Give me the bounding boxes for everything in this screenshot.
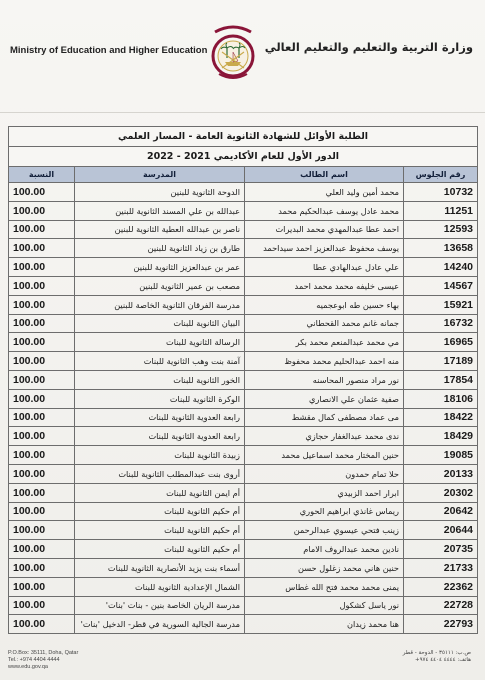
table-row — [9, 276, 478, 295]
student-name-cell: هنا محمد زيدان — [245, 615, 404, 634]
student-name-cell: عيسى خليفه محمد محمد احمد — [245, 276, 404, 295]
school-name-cell: طارق بن زياد الثانوية للبنين — [75, 239, 245, 258]
table-row — [9, 408, 478, 427]
percentage-cell: 100.00 — [9, 521, 75, 540]
table-row — [9, 521, 478, 540]
table-row — [9, 352, 478, 371]
column-header-student-name: اسم الطالب — [245, 167, 404, 183]
school-name-cell: رابعة العدوية الثانوية للبنات — [75, 427, 245, 446]
student-name-cell: جمانه غانم محمد القحطاني — [245, 314, 404, 333]
table-row — [9, 427, 478, 446]
percentage-cell: 100.00 — [9, 276, 75, 295]
student-name-cell: منه احمد عبدالحليم محمد محفوظ — [245, 352, 404, 371]
table-title-row-1 — [9, 127, 478, 147]
school-name-cell: أم ايمن الثانوية للبنات — [75, 483, 245, 502]
table-row — [9, 258, 478, 277]
column-header-school: المدرسة — [75, 167, 245, 183]
table-row — [9, 295, 478, 314]
student-name-cell: يمنى محمد محمد فتح الله غطاس — [245, 577, 404, 596]
seat-number-cell: 20133 — [404, 464, 478, 483]
ministry-name-arabic: وزارة التربية والتعليم والتعليم العالي — [264, 40, 473, 54]
school-name-cell: البيان الثانوية للبنات — [75, 314, 245, 333]
percentage-cell: 100.00 — [9, 483, 75, 502]
seat-number-cell: 16965 — [404, 333, 478, 352]
table-row — [9, 201, 478, 220]
percentage-cell: 100.00 — [9, 352, 75, 371]
table-header-row — [9, 167, 478, 183]
seat-number-cell: 22793 — [404, 615, 478, 634]
school-name-cell: أروى بنت عبدالمطلب الثانوية للبنات — [75, 464, 245, 483]
percentage-cell: 100.00 — [9, 239, 75, 258]
student-name-cell: زينب فتحي عيسوي عبدالرحمن — [245, 521, 404, 540]
seat-number-cell: 15921 — [404, 295, 478, 314]
school-name-cell: عمر بن عبدالعزيز الثانوية للبنين — [75, 258, 245, 277]
percentage-cell: 100.00 — [9, 615, 75, 634]
seat-number-cell: 12593 — [404, 220, 478, 239]
seat-number-cell: 20302 — [404, 483, 478, 502]
percentage-cell: 100.00 — [9, 220, 75, 239]
qatar-emblem-logo — [207, 22, 259, 84]
percentage-cell: 100.00 — [9, 314, 75, 333]
percentage-cell: 100.00 — [9, 295, 75, 314]
student-name-cell: حنين المختار محمد اسماعيل محمد — [245, 446, 404, 465]
footer-phone: Tel.: +974 4404 4444 — [8, 657, 60, 663]
student-name-cell: صفية عثمان علي الانصاري — [245, 389, 404, 408]
footer-contact-english — [8, 650, 78, 671]
percentage-cell: 100.00 — [9, 596, 75, 615]
seat-number-cell: 22728 — [404, 596, 478, 615]
percentage-cell: 100.00 — [9, 370, 75, 389]
school-name-cell: مدرسة الجالية السورية في قطر- الدخيل 'بنات' — [75, 615, 245, 634]
table-row — [9, 540, 478, 559]
school-name-cell: الشمال الإعدادية الثانوية للبنات — [75, 577, 245, 596]
seat-number-cell: 17189 — [404, 352, 478, 371]
table-row — [9, 370, 478, 389]
seat-number-cell: 14567 — [404, 276, 478, 295]
student-name-cell: علي عادل عبدالهادي عطا — [245, 258, 404, 277]
seat-number-cell: 16732 — [404, 314, 478, 333]
school-name-cell: أم حكيم الثانوية للبنات — [75, 521, 245, 540]
seat-number-cell: 20644 — [404, 521, 478, 540]
school-name-cell: الخور الثانوية للبنات — [75, 370, 245, 389]
percentage-cell: 100.00 — [9, 333, 75, 352]
percentage-cell: 100.00 — [9, 258, 75, 277]
percentage-cell: 100.00 — [9, 201, 75, 220]
seat-number-cell: 13658 — [404, 239, 478, 258]
student-name-cell: مي محمد عبدالمنعم محمد بكر — [245, 333, 404, 352]
seat-number-cell: 20735 — [404, 540, 478, 559]
student-name-cell: نادين محمد عبدالروف الامام — [245, 540, 404, 559]
percentage-cell: 100.00 — [9, 389, 75, 408]
table-row — [9, 389, 478, 408]
school-name-cell: الدوحة الثانوية للبنين — [75, 183, 245, 202]
seat-number-cell: 11251 — [404, 201, 478, 220]
seat-number-cell: 18429 — [404, 427, 478, 446]
student-name-cell: ابرار احمد الزبيدي — [245, 483, 404, 502]
student-name-cell: نور مراد منصور المحاسنه — [245, 370, 404, 389]
student-name-cell: ندى محمد عبدالغفار حجازي — [245, 427, 404, 446]
percentage-cell: 100.00 — [9, 464, 75, 483]
percentage-cell: 100.00 — [9, 427, 75, 446]
table-row — [9, 558, 478, 577]
seat-number-cell: 20642 — [404, 502, 478, 521]
school-name-cell: ناصر بن عبدالله العطية الثانوية للبنين — [75, 220, 245, 239]
school-name-cell: الوكرة الثانوية للبنات — [75, 389, 245, 408]
percentage-cell: 100.00 — [9, 577, 75, 596]
school-name-cell: رابعة العدوية الثانوية للبنات — [75, 408, 245, 427]
student-name-cell: محمد أمين وليد العلي — [245, 183, 404, 202]
school-name-cell: آمنة بنت وهب الثانوية للبنات — [75, 352, 245, 371]
table-row — [9, 446, 478, 465]
school-name-cell: أم حكيم الثانوية للبنات — [75, 540, 245, 559]
student-name-cell: محمد عادل يوسف عبدالحكيم محمد — [245, 201, 404, 220]
seat-number-cell: 22362 — [404, 577, 478, 596]
school-name-cell: الرسالة الثانوية للبنات — [75, 333, 245, 352]
table-row — [9, 502, 478, 521]
table-row — [9, 615, 478, 634]
percentage-cell: 100.00 — [9, 540, 75, 559]
student-name-cell: يوسف محفوظ عبدالعزيز احمد سيداحمد — [245, 239, 404, 258]
table-title-line-2: الدور الأول للعام الأكاديمي 2021 - 2022 — [9, 147, 478, 167]
student-name-cell: حلا تمام حمدون — [245, 464, 404, 483]
table-row — [9, 483, 478, 502]
table-row — [9, 314, 478, 333]
table-row — [9, 220, 478, 239]
percentage-cell: 100.00 — [9, 558, 75, 577]
student-name-cell: احمد عطا عبدالمهدي محمد البديرات — [245, 220, 404, 239]
student-name-cell: نور ياسل كشكول — [245, 596, 404, 615]
percentage-cell: 100.00 — [9, 446, 75, 465]
student-name-cell: بهاء حسين طه ابوعجميه — [245, 295, 404, 314]
student-name-cell: حنين هاني محمد زغلول حسن — [245, 558, 404, 577]
table-row — [9, 183, 478, 202]
table-title-row-2 — [9, 147, 478, 167]
column-header-percentage: النسبة — [9, 167, 75, 183]
percentage-cell: 100.00 — [9, 183, 75, 202]
footer-contact-arabic — [403, 650, 471, 664]
school-name-cell: عبدالله بن علي المسند الثانوية للبنين — [75, 201, 245, 220]
footer-website: www.edu.gov.qa — [8, 664, 48, 670]
table-row — [9, 577, 478, 596]
seat-number-cell: 14240 — [404, 258, 478, 277]
school-name-cell: مدرسة الريان الخاصة بنين - بنات 'بنات' — [75, 596, 245, 615]
seat-number-cell: 10732 — [404, 183, 478, 202]
seat-number-cell: 17854 — [404, 370, 478, 389]
footer-phone-arabic: هاتف: ٤٤٤٤ ٤٤٠٤ ٩٧٤+ — [414, 657, 471, 663]
footer-po-box: P.O.Box: 35111, Doha, Qatar — [8, 650, 79, 656]
ministry-name-english: Ministry of Education and Higher Education — [10, 45, 208, 56]
top-students-table — [8, 126, 478, 634]
percentage-cell: 100.00 — [9, 408, 75, 427]
student-name-cell: ريماس غانذي ابراهيم الحوري — [245, 502, 404, 521]
school-name-cell: أسماء بنت يزيد الأنصارية الثانوية للبنات — [75, 558, 245, 577]
table-row — [9, 464, 478, 483]
table-row — [9, 333, 478, 352]
table-title-line-1: الطلبة الأوائل للشهادة الثانوية العامة - المسار العلمي — [9, 127, 478, 147]
seat-number-cell: 18422 — [404, 408, 478, 427]
school-name-cell: مصعب بن عمير الثانوية للبنين — [75, 276, 245, 295]
column-header-seat-number: رقم الجلوس — [404, 167, 478, 183]
seat-number-cell: 18106 — [404, 389, 478, 408]
footer-po-box-arabic: ص.ب: ٣٥١١١ - الدوحة - قطر — [402, 650, 471, 656]
header-divider — [0, 112, 485, 113]
seat-number-cell: 21733 — [404, 558, 478, 577]
school-name-cell: زبيدة الثانوية للبنات — [75, 446, 245, 465]
percentage-cell: 100.00 — [9, 502, 75, 521]
seat-number-cell: 19085 — [404, 446, 478, 465]
table-row — [9, 239, 478, 258]
school-name-cell: مدرسة الفرقان الثانوية الخاصة للبنين — [75, 295, 245, 314]
student-name-cell: مى عماد مصطفى كمال مقشط — [245, 408, 404, 427]
table-row — [9, 596, 478, 615]
school-name-cell: أم حكيم الثانوية للبنات — [75, 502, 245, 521]
